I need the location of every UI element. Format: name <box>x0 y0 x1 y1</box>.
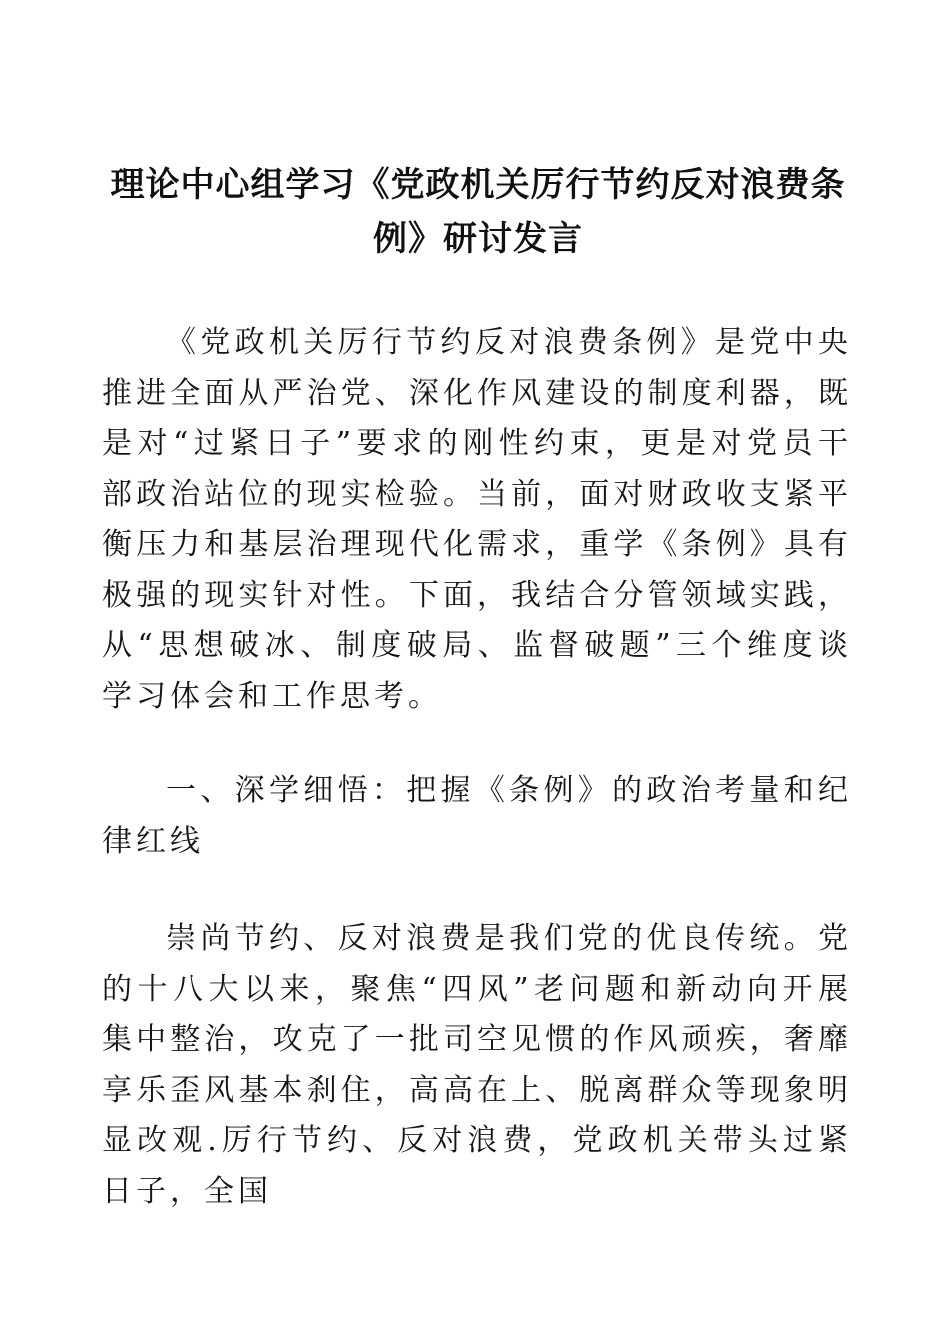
section-heading: 一、深学细悟：把握《条例》的政治考量和纪律红线 <box>102 773 852 859</box>
intro-paragraph: 《党政机关厉行节约反对浪费条例》是党中央推进全面从严治党、深化作风建设的制度利器，既是对“过紧日子”要求的刚性约束，更是对党员干部政治站位的现实检验。当前，面对财政收支紧平衡压力和基层治理现代化需求，重学《条例》具有极强的现实针对性。下面，我结合分管领域实践，从“思想破冰、制度破局、监督破题”三个维度谈学习体会和工作思考。 <box>102 325 852 714</box>
body-paragraph: 崇尚节约、反对浪费是我们党的优良传统。党的十八大以来，聚焦“四风”老问题和新动向开展集中整治，攻克了一批司空见惯的作风顽疾，奢靡享乐歪风基本刹住，高高在上、脱离群众等现象明显改观.厉行节约、反对浪费，党政机关带头过紧日子，全国 <box>102 921 852 1209</box>
document-title: 理论中心组学习《党政机关厉行节约反对浪费条例》研讨发言 <box>110 165 846 259</box>
